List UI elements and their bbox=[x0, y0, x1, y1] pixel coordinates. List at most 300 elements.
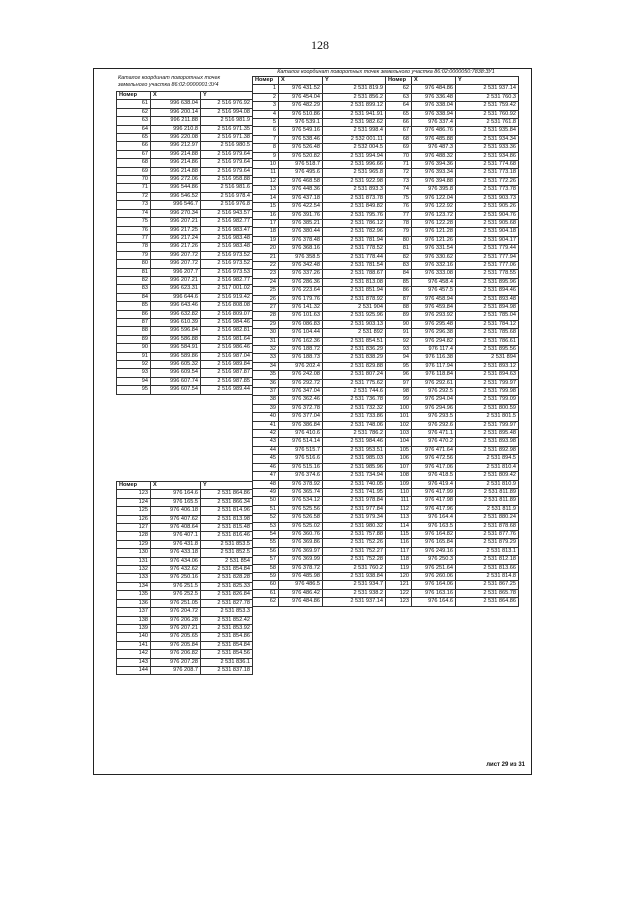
table-row bbox=[117, 566, 253, 574]
y-value: 2 531 864.86 bbox=[456, 598, 519, 606]
y-value: 2 531 904.17 bbox=[456, 236, 519, 244]
y-value: 2 531 740.05 bbox=[323, 480, 386, 488]
y-value: 2 516 971.38 bbox=[201, 134, 253, 142]
point-number: 139 bbox=[117, 624, 151, 632]
point-number: 94 bbox=[386, 354, 412, 362]
x-value: 976 495.6 bbox=[279, 169, 323, 177]
point-number: 63 bbox=[117, 117, 151, 125]
table-row bbox=[117, 369, 253, 377]
table-row bbox=[117, 318, 253, 326]
point-number: 52 bbox=[253, 514, 279, 522]
y-value: 2 531 878.92 bbox=[323, 295, 386, 303]
x-value: 976 164.82 bbox=[412, 530, 456, 538]
y-value: 2 531 998.4 bbox=[323, 127, 386, 135]
table-row bbox=[117, 524, 253, 532]
y-value: 2 531 773.78 bbox=[456, 186, 519, 194]
x-value: 976 394.88 bbox=[412, 177, 456, 185]
y-value: 2 531 867.25 bbox=[456, 581, 519, 589]
x-value: 996 212.97 bbox=[151, 142, 201, 150]
header-y: Y bbox=[323, 77, 386, 85]
point-number: 21 bbox=[253, 253, 279, 261]
y-value: 2 531 893.3 bbox=[323, 186, 386, 194]
point-number: 84 bbox=[386, 270, 412, 278]
x-value: 976 515.7 bbox=[279, 446, 323, 454]
point-number: 26 bbox=[253, 295, 279, 303]
point-number: 28 bbox=[253, 312, 279, 320]
point-number: 80 bbox=[117, 260, 151, 268]
x-value: 976 417.06 bbox=[412, 463, 456, 471]
point-number: 82 bbox=[386, 253, 412, 261]
x-value: 976 165.5 bbox=[151, 498, 201, 506]
x-value: 976 251.05 bbox=[151, 599, 201, 607]
point-number: 97 bbox=[386, 379, 412, 387]
point-number: 76 bbox=[117, 226, 151, 234]
point-number: 13 bbox=[253, 186, 279, 194]
point-number: 12 bbox=[253, 177, 279, 185]
table-row bbox=[253, 421, 519, 429]
point-number: 88 bbox=[117, 327, 151, 335]
table-row bbox=[253, 169, 519, 177]
y-value: 2 531 937.14 bbox=[456, 85, 519, 93]
point-number: 65 bbox=[386, 110, 412, 118]
point-number: 90 bbox=[117, 344, 151, 352]
header-y: Y bbox=[201, 92, 253, 100]
table-row bbox=[253, 572, 519, 580]
point-number: 96 bbox=[386, 371, 412, 379]
y-value: 2 531 811.9 bbox=[456, 505, 519, 513]
x-value: 976 393.34 bbox=[412, 169, 456, 177]
point-number: 23 bbox=[253, 270, 279, 278]
y-value: 2 531 854.86 bbox=[201, 633, 253, 641]
point-number: 105 bbox=[386, 446, 412, 454]
x-value: 976 163.16 bbox=[412, 589, 456, 597]
y-value: 2 516 983.47 bbox=[201, 226, 253, 234]
x-value: 976 515.16 bbox=[279, 463, 323, 471]
point-number: 38 bbox=[253, 396, 279, 404]
y-value: 2 516 981.64 bbox=[201, 335, 253, 343]
x-value: 976 510.86 bbox=[279, 110, 323, 118]
point-number: 77 bbox=[117, 234, 151, 242]
x-value: 976 410.6 bbox=[279, 430, 323, 438]
x-value: 976 205.84 bbox=[151, 641, 201, 649]
table-row bbox=[253, 430, 519, 438]
x-value: 976 458.4 bbox=[412, 278, 456, 286]
point-number: 91 bbox=[386, 329, 412, 337]
x-value: 976 162.36 bbox=[279, 337, 323, 345]
y-value: 2 516 973.52 bbox=[201, 251, 253, 259]
y-value: 2 531 894.98 bbox=[456, 303, 519, 311]
point-number: 132 bbox=[117, 566, 151, 574]
x-value: 976 471.1 bbox=[412, 430, 456, 438]
x-value: 996 546.52 bbox=[151, 192, 201, 200]
point-number: 127 bbox=[117, 524, 151, 532]
x-value: 976 121.26 bbox=[412, 236, 456, 244]
table-row bbox=[253, 93, 519, 101]
x-value: 976 086.83 bbox=[279, 320, 323, 328]
table-row bbox=[117, 507, 253, 515]
y-value: 2 531 838.29 bbox=[323, 354, 386, 362]
point-number: 51 bbox=[253, 505, 279, 513]
point-number: 107 bbox=[386, 463, 412, 471]
x-value: 996 607.54 bbox=[151, 386, 201, 394]
x-value: 976 292.61 bbox=[412, 379, 456, 387]
y-value: 2 531 922.98 bbox=[323, 177, 386, 185]
x-value: 976 458.94 bbox=[412, 295, 456, 303]
table-row bbox=[253, 404, 519, 412]
table-row bbox=[117, 582, 253, 590]
x-value: 976 484.86 bbox=[412, 85, 456, 93]
header-x: X bbox=[151, 92, 201, 100]
y-value: 2 516 808.08 bbox=[201, 302, 253, 310]
x-value: 976 122.92 bbox=[412, 203, 456, 211]
point-number: 1 bbox=[253, 85, 279, 93]
y-value: 2 531 807.24 bbox=[323, 371, 386, 379]
x-value: 976 484.86 bbox=[279, 598, 323, 606]
point-number: 111 bbox=[386, 497, 412, 505]
point-number: 41 bbox=[253, 421, 279, 429]
y-value: 2 531 904.18 bbox=[456, 228, 519, 236]
y-value: 2 531 905.68 bbox=[456, 219, 519, 227]
x-value: 976 333.08 bbox=[412, 270, 456, 278]
table-row bbox=[117, 167, 253, 175]
x-value: 996 546.7 bbox=[151, 201, 201, 209]
table-row bbox=[253, 127, 519, 135]
point-number: 100 bbox=[386, 404, 412, 412]
point-number: 20 bbox=[253, 245, 279, 253]
point-number: 126 bbox=[117, 515, 151, 523]
point-number: 110 bbox=[386, 488, 412, 496]
table-row bbox=[117, 574, 253, 582]
table-row bbox=[253, 371, 519, 379]
y-value: 2 531 795.76 bbox=[323, 211, 386, 219]
y-value: 2 531 853.5 bbox=[201, 540, 253, 548]
x-value: 996 586.88 bbox=[151, 335, 201, 343]
table-row bbox=[117, 658, 253, 666]
y-value: 2 531 760.2 bbox=[323, 564, 386, 572]
point-number: 77 bbox=[386, 211, 412, 219]
table-row bbox=[253, 346, 519, 354]
x-value: 996 214.88 bbox=[151, 150, 201, 158]
x-value: 976 337.26 bbox=[279, 270, 323, 278]
x-value: 976 294.96 bbox=[412, 404, 456, 412]
point-number: 71 bbox=[386, 161, 412, 169]
header-number: Номер bbox=[117, 482, 151, 490]
y-value: 2 531 865.78 bbox=[456, 589, 519, 597]
y-value: 2 516 987.85 bbox=[201, 377, 253, 385]
y-value: 2 531 799.97 bbox=[456, 421, 519, 429]
y-value: 2 531 828.28 bbox=[201, 574, 253, 582]
table-row bbox=[253, 152, 519, 160]
y-value: 2 531 774.68 bbox=[456, 161, 519, 169]
y-value: 2 531 813.1 bbox=[456, 547, 519, 555]
point-number: 130 bbox=[117, 549, 151, 557]
x-value: 996 272.06 bbox=[151, 176, 201, 184]
table-row bbox=[117, 243, 253, 251]
y-value: 2 531 854 bbox=[201, 557, 253, 565]
point-number: 75 bbox=[386, 194, 412, 202]
y-value: 2 531 852.42 bbox=[201, 616, 253, 624]
x-value: 976 347.04 bbox=[279, 388, 323, 396]
point-number: 25 bbox=[253, 287, 279, 295]
table-row bbox=[117, 218, 253, 226]
y-value: 2 531 775.62 bbox=[323, 379, 386, 387]
table-row bbox=[253, 102, 519, 110]
point-number: 138 bbox=[117, 616, 151, 624]
x-value: 976 369.86 bbox=[279, 539, 323, 547]
table-row bbox=[117, 616, 253, 624]
x-value: 976 448.36 bbox=[279, 186, 323, 194]
bottom-coordinates-block bbox=[116, 481, 252, 675]
x-value: 976 164.4 bbox=[412, 514, 456, 522]
y-value: 2 531 837.18 bbox=[201, 666, 253, 674]
y-value: 2 516 919.42 bbox=[201, 293, 253, 301]
left-table-header bbox=[117, 92, 253, 100]
x-value: 976 486.42 bbox=[279, 589, 323, 597]
x-value: 976 141.32 bbox=[279, 303, 323, 311]
x-value: 976 293.5 bbox=[412, 413, 456, 421]
table-row bbox=[117, 624, 253, 632]
y-value: 2 531 799.97 bbox=[456, 379, 519, 387]
header-number: Номер bbox=[386, 77, 412, 85]
point-number: 62 bbox=[386, 85, 412, 93]
x-value: 976 207.28 bbox=[151, 658, 201, 666]
x-value: 976 486.5 bbox=[279, 581, 323, 589]
point-number: 106 bbox=[386, 455, 412, 463]
x-value: 976 432.62 bbox=[151, 566, 201, 574]
y-value: 2 531 935.84 bbox=[456, 127, 519, 135]
x-value: 976 391.76 bbox=[279, 211, 323, 219]
y-value: 2 531 752.28 bbox=[323, 556, 386, 564]
table-row bbox=[253, 253, 519, 261]
point-number: 89 bbox=[386, 312, 412, 320]
x-value: 976 207.21 bbox=[151, 624, 201, 632]
x-value: 976 292.5 bbox=[412, 388, 456, 396]
table-row bbox=[253, 556, 519, 564]
x-value: 996 607.74 bbox=[151, 377, 201, 385]
point-number: 102 bbox=[386, 421, 412, 429]
point-number: 72 bbox=[117, 192, 151, 200]
y-value: 2 531 744.6 bbox=[323, 388, 386, 396]
y-value: 2 531 786.61 bbox=[456, 337, 519, 345]
x-value: 976 202.4 bbox=[279, 362, 323, 370]
table-row bbox=[117, 361, 253, 369]
x-value: 976 471.64 bbox=[412, 446, 456, 454]
x-value: 976 525.02 bbox=[279, 522, 323, 530]
x-value: 976 437.18 bbox=[279, 194, 323, 202]
table-row bbox=[253, 463, 519, 471]
sheet-frame bbox=[93, 68, 532, 775]
y-value: 2 531 985.03 bbox=[323, 455, 386, 463]
table-row bbox=[253, 312, 519, 320]
point-number: 37 bbox=[253, 388, 279, 396]
x-value: 976 296.38 bbox=[412, 329, 456, 337]
y-value: 2 531 978.84 bbox=[323, 497, 386, 505]
point-number: 19 bbox=[253, 236, 279, 244]
y-value: 2 516 983.48 bbox=[201, 234, 253, 242]
table-row bbox=[117, 100, 253, 108]
point-number: 85 bbox=[386, 278, 412, 286]
table-row bbox=[253, 295, 519, 303]
table-row bbox=[253, 530, 519, 538]
point-number: 142 bbox=[117, 650, 151, 658]
point-number: 64 bbox=[386, 102, 412, 110]
point-number: 64 bbox=[117, 125, 151, 133]
y-value: 2 517 001.02 bbox=[201, 285, 253, 293]
x-value: 996 207.21 bbox=[151, 276, 201, 284]
y-value: 2 531 934.86 bbox=[456, 152, 519, 160]
x-value: 976 292.72 bbox=[279, 379, 323, 387]
x-value: 976 374.6 bbox=[279, 472, 323, 480]
point-number: 34 bbox=[253, 362, 279, 370]
y-value: 2 516 982.81 bbox=[201, 327, 253, 335]
x-value: 976 386.84 bbox=[279, 421, 323, 429]
point-number: 68 bbox=[386, 135, 412, 143]
table-row bbox=[253, 270, 519, 278]
point-number: 29 bbox=[253, 320, 279, 328]
point-number: 71 bbox=[117, 184, 151, 192]
point-number: 9 bbox=[253, 152, 279, 160]
point-number: 54 bbox=[253, 530, 279, 538]
x-value: 996 214.86 bbox=[151, 159, 201, 167]
point-number: 83 bbox=[386, 261, 412, 269]
x-value: 976 163.5 bbox=[412, 522, 456, 530]
x-value: 976 486.76 bbox=[412, 127, 456, 135]
x-value: 976 338.04 bbox=[412, 102, 456, 110]
point-number: 83 bbox=[117, 285, 151, 293]
y-value: 2 516 987.87 bbox=[201, 369, 253, 377]
point-number: 42 bbox=[253, 430, 279, 438]
x-value: 976 251.5 bbox=[151, 582, 201, 590]
header-number: Номер bbox=[253, 77, 279, 85]
y-value: 2 532 004.5 bbox=[323, 144, 386, 152]
table-row bbox=[117, 176, 253, 184]
point-number: 82 bbox=[117, 276, 151, 284]
table-row bbox=[117, 549, 253, 557]
x-value: 996 605.32 bbox=[151, 361, 201, 369]
y-value: 2 531 893.48 bbox=[456, 295, 519, 303]
y-value: 2 516 979.64 bbox=[201, 167, 253, 175]
x-value: 996 207.21 bbox=[151, 218, 201, 226]
x-value: 976 331.54 bbox=[412, 245, 456, 253]
x-value: 996 270.34 bbox=[151, 209, 201, 217]
x-value: 976 378.92 bbox=[279, 480, 323, 488]
x-value: 976 372.78 bbox=[279, 404, 323, 412]
y-value: 2 531 894.63 bbox=[456, 371, 519, 379]
y-value: 2 531 854.56 bbox=[201, 650, 253, 658]
right-table-header bbox=[253, 77, 519, 85]
y-value: 2 516 989.44 bbox=[201, 386, 253, 394]
table-row bbox=[117, 276, 253, 284]
table-row bbox=[253, 379, 519, 387]
point-number: 73 bbox=[386, 177, 412, 185]
x-value: 996 632.82 bbox=[151, 310, 201, 318]
point-number: 137 bbox=[117, 608, 151, 616]
y-value: 2 531 866.34 bbox=[201, 498, 253, 506]
x-value: 996 220.08 bbox=[151, 134, 201, 142]
x-value: 976 526.58 bbox=[279, 514, 323, 522]
table-row bbox=[117, 142, 253, 150]
x-value: 976 118.84 bbox=[412, 371, 456, 379]
point-number: 70 bbox=[386, 152, 412, 160]
point-number: 123 bbox=[117, 490, 151, 498]
y-value: 2 531 811.89 bbox=[456, 488, 519, 496]
point-number: 5 bbox=[253, 119, 279, 127]
y-value: 2 531 785.04 bbox=[456, 312, 519, 320]
y-value: 2 531 813.66 bbox=[456, 564, 519, 572]
x-value: 976 417.96 bbox=[412, 505, 456, 513]
y-value: 2 531 934.7 bbox=[323, 581, 386, 589]
table-row bbox=[253, 211, 519, 219]
y-value: 2 516 987.04 bbox=[201, 352, 253, 360]
table-row bbox=[253, 194, 519, 202]
left-caption bbox=[116, 75, 252, 89]
y-value: 2 531 892.98 bbox=[456, 446, 519, 454]
x-value: 976 534.12 bbox=[279, 497, 323, 505]
table-row bbox=[253, 236, 519, 244]
x-value: 976 122.04 bbox=[412, 194, 456, 202]
x-value: 976 337.4 bbox=[412, 119, 456, 127]
x-value: 976 407.1 bbox=[151, 532, 201, 540]
y-value: 2 531 784.12 bbox=[456, 320, 519, 328]
x-value: 976 365.74 bbox=[279, 488, 323, 496]
table-row bbox=[253, 480, 519, 488]
point-number: 22 bbox=[253, 261, 279, 269]
point-number: 62 bbox=[117, 108, 151, 116]
y-value: 2 531 732.32 bbox=[323, 404, 386, 412]
table-row bbox=[117, 377, 253, 385]
table-row bbox=[117, 310, 253, 318]
x-value: 976 418.5 bbox=[412, 472, 456, 480]
y-value: 2 516 978.4 bbox=[201, 192, 253, 200]
point-number: 66 bbox=[386, 119, 412, 127]
table-row bbox=[253, 446, 519, 454]
x-value: 976 249.16 bbox=[412, 547, 456, 555]
y-value: 2 531 813.08 bbox=[323, 278, 386, 286]
y-value: 2 531 752.26 bbox=[323, 539, 386, 547]
y-value: 2 531 757.88 bbox=[323, 530, 386, 538]
point-number: 78 bbox=[386, 219, 412, 227]
point-number: 11 bbox=[253, 169, 279, 177]
table-row bbox=[117, 201, 253, 209]
y-value: 2 516 979.64 bbox=[201, 150, 253, 158]
table-row bbox=[117, 540, 253, 548]
table-row bbox=[117, 650, 253, 658]
x-value: 996 584.91 bbox=[151, 344, 201, 352]
point-number: 123 bbox=[386, 598, 412, 606]
point-number: 31 bbox=[253, 337, 279, 345]
point-number: 69 bbox=[117, 167, 151, 175]
table-row bbox=[253, 278, 519, 286]
y-value: 2 531 777.06 bbox=[456, 261, 519, 269]
y-value: 2 531 760.3 bbox=[456, 93, 519, 101]
point-number: 46 bbox=[253, 463, 279, 471]
left-caption-line2: земельного участка 86:02:0000001:3У4 bbox=[118, 82, 219, 88]
table-row bbox=[253, 362, 519, 370]
x-value: 976 252.5 bbox=[151, 591, 201, 599]
x-value: 996 609.54 bbox=[151, 369, 201, 377]
point-number: 79 bbox=[117, 251, 151, 259]
y-value: 2 531 895.56 bbox=[456, 346, 519, 354]
x-value: 976 294.04 bbox=[412, 396, 456, 404]
table-row bbox=[117, 532, 253, 540]
point-number: 114 bbox=[386, 522, 412, 530]
table-row bbox=[117, 117, 253, 125]
y-value: 2 531 836.1 bbox=[201, 658, 253, 666]
table-row bbox=[253, 514, 519, 522]
point-number: 14 bbox=[253, 194, 279, 202]
table-row bbox=[253, 245, 519, 253]
y-value: 2 531 854.51 bbox=[323, 337, 386, 345]
